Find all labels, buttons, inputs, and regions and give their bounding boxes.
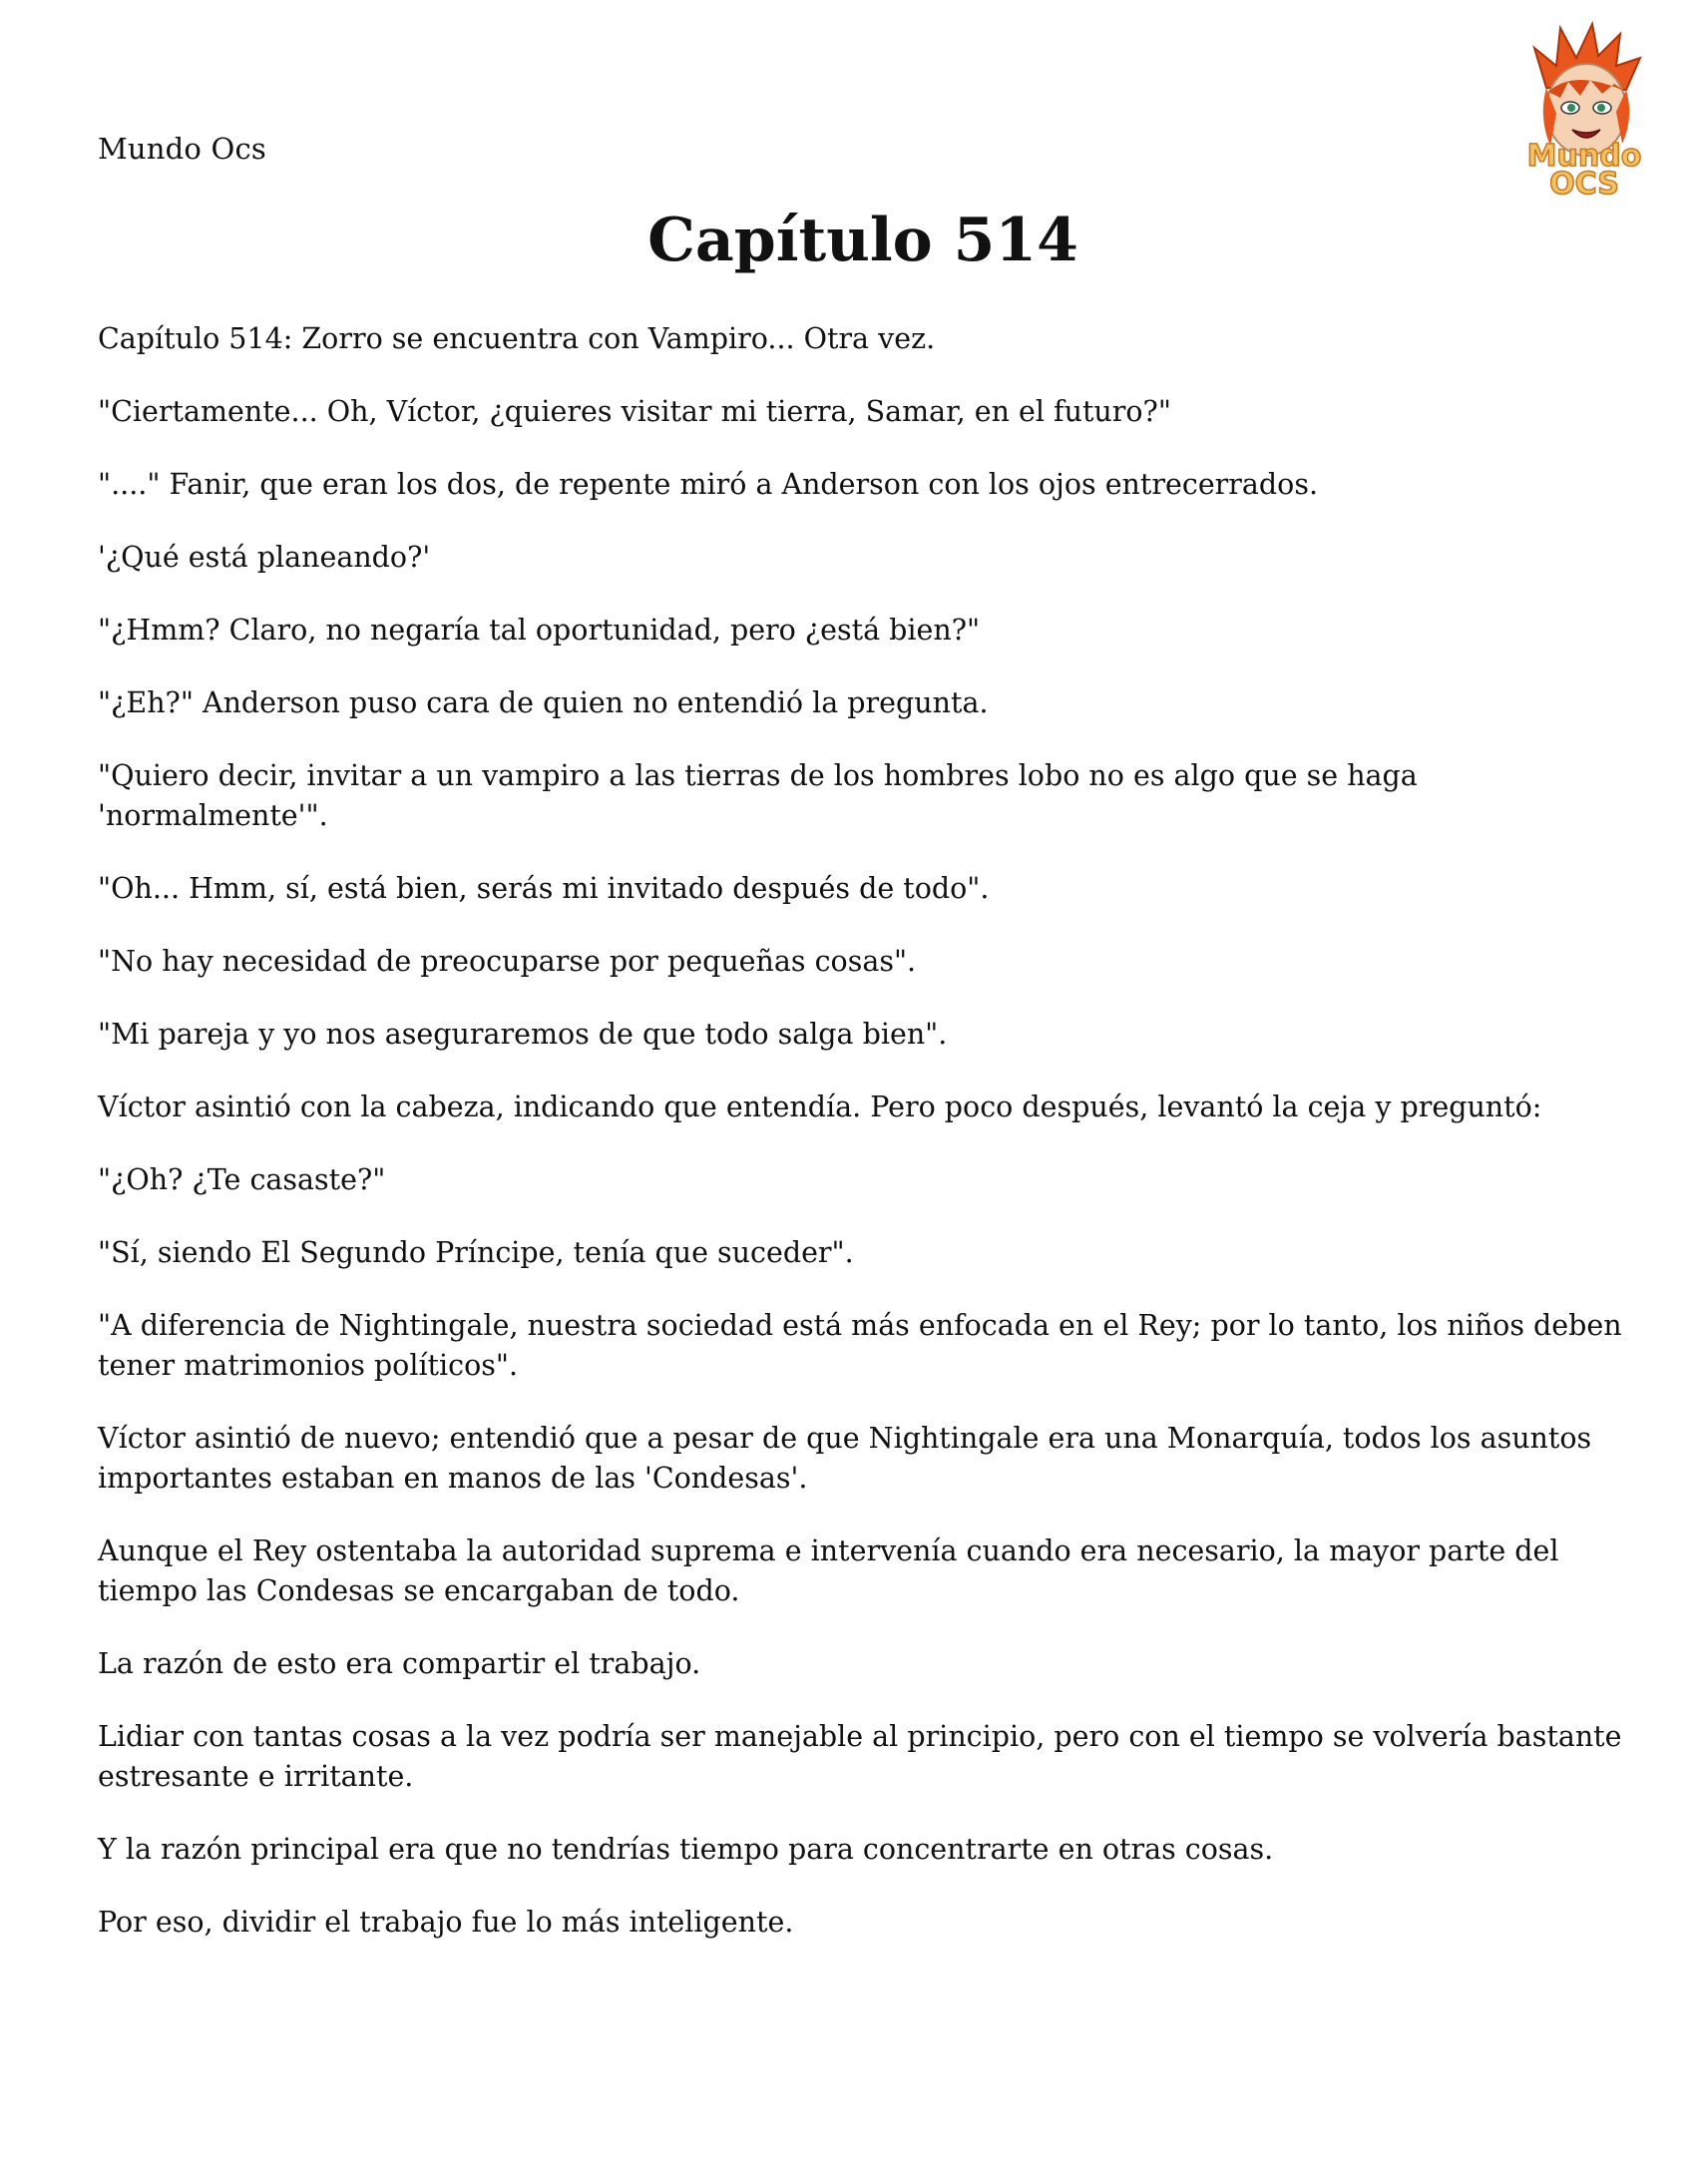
paragraph: "Mi pareja y yo nos aseguraremos de que todo salga bien".: [98, 1018, 948, 1051]
paragraph: "¿Hmm? Claro, no negaría tal oportunidad, pero ¿está bien?": [98, 614, 981, 647]
paragraph: "...." Fanir, que eran los dos, de repente miró a Anderson con los ojos entrecerrados.: [98, 468, 1319, 501]
paragraph: "¿Eh?" Anderson puso cara de quien no entendió la pregunta.: [98, 686, 989, 719]
paragraph: Víctor asintió con la cabeza, indicando que entendía. Pero poco después, levantó la ceja y preguntó:: [98, 1091, 1542, 1123]
paragraph: "A diferencia de Nightingale, nuestra sociedad está más enfocada en el Rey; por lo tanto, los niños deben tener matrimonios políticos".: [98, 1309, 1622, 1382]
paragraph: Y la razón principal era que no tendrías tiempo para concentrarte en otras cosas.: [98, 1833, 1274, 1866]
paragraph: '¿Qué está planeando?': [98, 541, 431, 574]
mundo-ocs-logo: [1494, 18, 1674, 198]
chapter-body: [98, 319, 1654, 1975]
site-name: Mundo Ocs: [98, 132, 266, 166]
svg-text:OCS: OCS: [1549, 167, 1619, 198]
paragraph: "No hay necesidad de preocuparse por pequeñas cosas".: [98, 945, 917, 978]
paragraph: Víctor asintió de nuevo; entendió que a pesar de que Nightingale era una Monarquía, todos los asuntos importantes estaban en manos de las 'Condesas'.: [98, 1422, 1592, 1495]
paragraph: Capítulo 514: Zorro se encuentra con Vampiro... Otra vez.: [98, 322, 936, 355]
paragraph: Aunque el Rey ostentaba la autoridad suprema e intervenía cuando era necesario, la mayor parte del tiempo las Condesas se encargaban de todo.: [98, 1534, 1559, 1607]
paragraph: La razón de esto era compartir el trabajo.: [98, 1647, 701, 1680]
paragraph: "Oh... Hmm, sí, está bien, serás mi invitado después de todo".: [98, 872, 990, 905]
paragraph: Lidiar con tantas cosas a la vez podría ser manejable al principio, pero con el tiempo se volvería bastante estresante e irritante.: [98, 1720, 1622, 1793]
paragraph: "Quiero decir, invitar a un vampiro a las tierras de los hombres lobo no es algo que se haga 'normalmente'".: [98, 759, 1418, 832]
paragraph: "¿Oh? ¿Te casaste?": [98, 1163, 386, 1196]
svg-text:Mundo: Mundo: [1526, 139, 1642, 174]
paragraph: "Ciertamente... Oh, Víctor, ¿quieres visitar mi tierra, Samar, en el futuro?": [98, 395, 1171, 428]
chapter-title: Capítulo 514: [647, 206, 1078, 275]
paragraph: "Sí, siendo El Segundo Príncipe, tenía que suceder".: [98, 1236, 854, 1269]
paragraph: Por eso, dividir el trabajo fue lo más inteligente.: [98, 1906, 794, 1939]
